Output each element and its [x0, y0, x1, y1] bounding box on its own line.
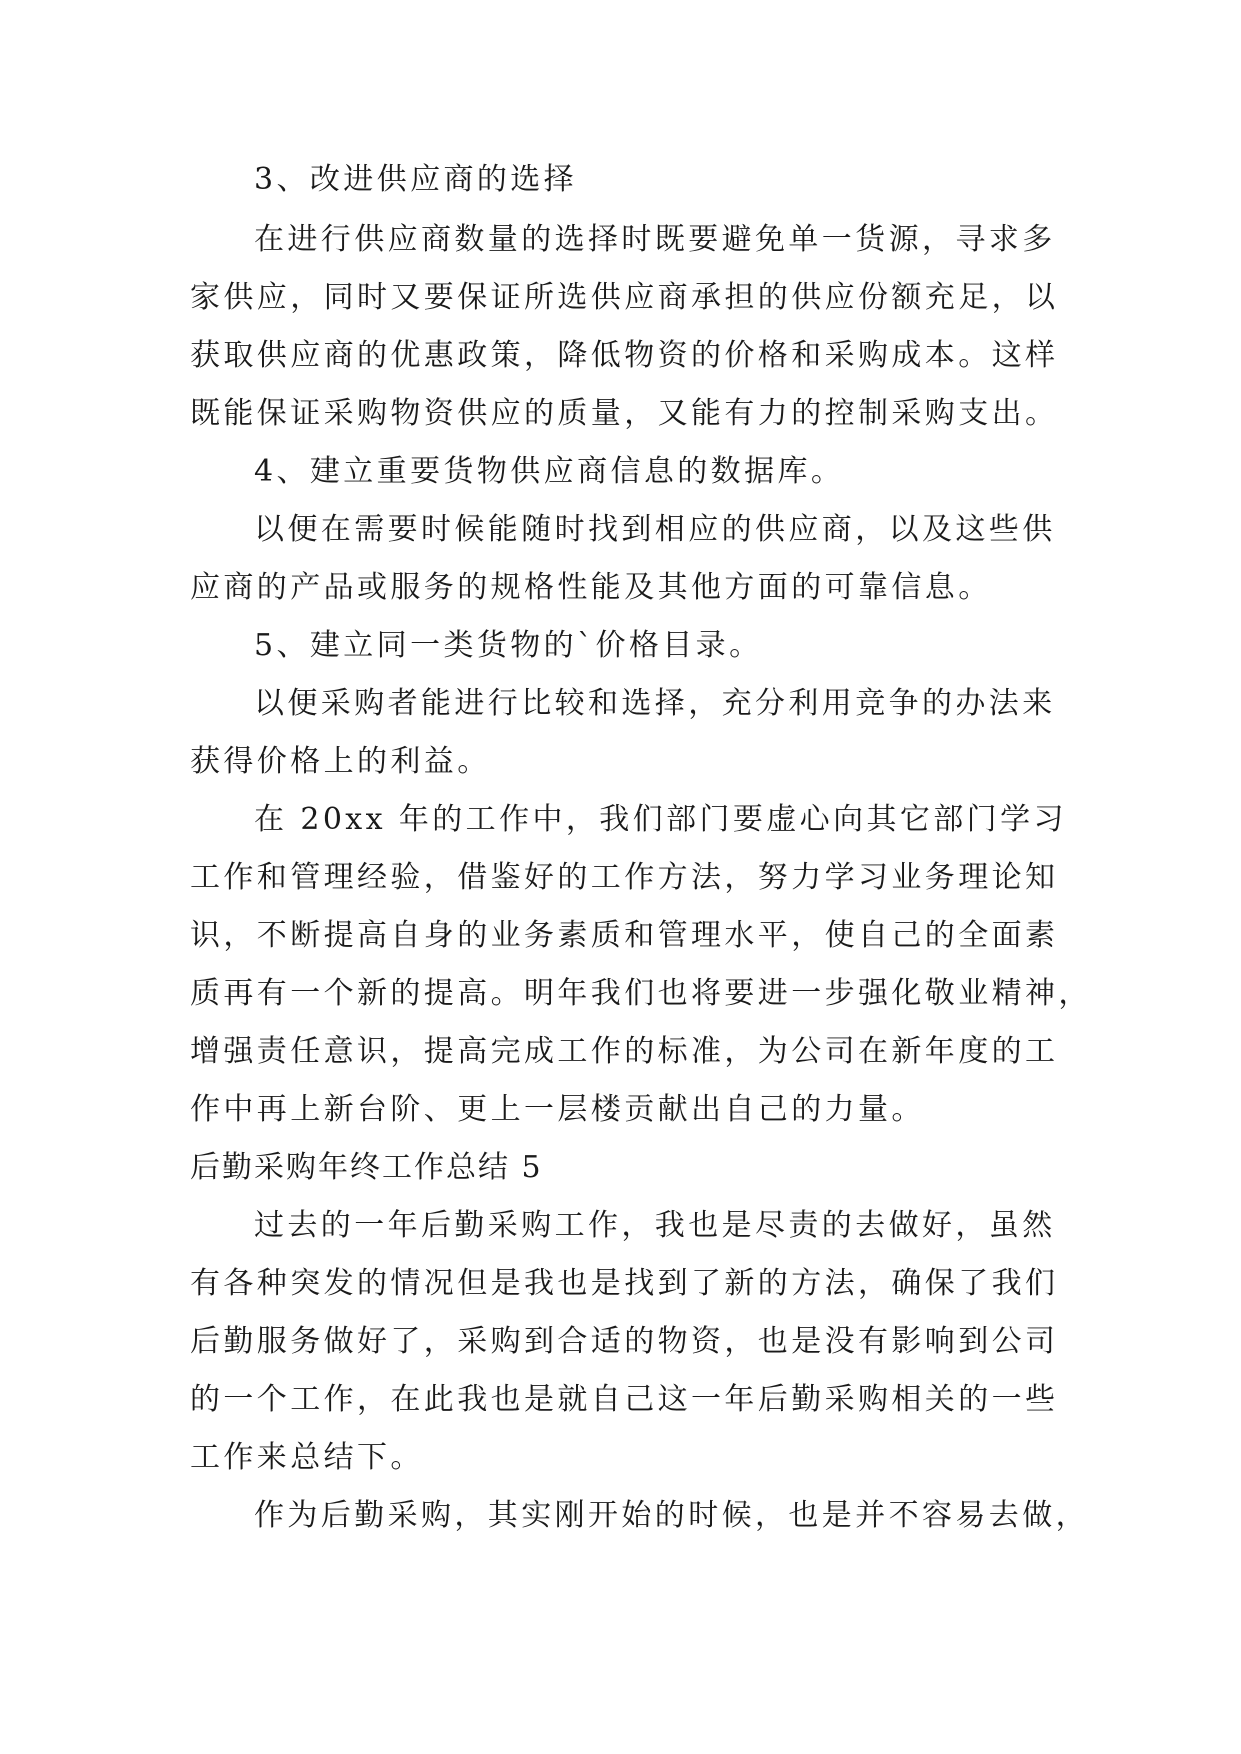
- section-heading-4: 4、建立重要货物供应商信息的数据库。: [254, 454, 845, 489]
- paragraph-line: 既能保证采购物资供应的质量，又能有力的控制采购支出。: [190, 396, 1059, 431]
- paragraph-line: 在 20xx 年的工作中，我们部门要虚心向其它部门学习: [254, 802, 1067, 837]
- paragraph-line: 质再有一个新的提高。明年我们也将要进一步强化敬业精神，: [190, 976, 1092, 1011]
- paragraph-line: 获得价格上的利益。: [190, 744, 491, 779]
- paragraph-line: 以便在需要时候能随时找到相应的供应商，以及这些供: [254, 512, 1056, 547]
- paragraph-line: 增强责任意识，提高完成工作的标准，为公司在新年度的工: [190, 1034, 1059, 1069]
- paragraph-line: 的一个工作，在此我也是就自己这一年后勤采购相关的一些: [190, 1382, 1059, 1417]
- paragraph-line: 作为后勤采购，其实刚开始的时候，也是并不容易去做，: [254, 1498, 1089, 1533]
- paragraph-line: 家供应，同时又要保证所选供应商承担的供应份额充足，以: [190, 280, 1059, 315]
- paragraph-line: 工作来总结下。: [190, 1440, 424, 1475]
- paragraph-line: 工作和管理经验，借鉴好的工作方法，努力学习业务理论知: [190, 860, 1059, 895]
- paragraph-line: 获取供应商的优惠政策，降低物资的价格和采购成本。这样: [190, 338, 1059, 373]
- paragraph-line: 识，不断提高自身的业务素质和管理水平，使自己的全面素: [190, 918, 1059, 953]
- paragraph-line: 在进行供应商数量的选择时既要避免单一货源，寻求多: [254, 222, 1056, 257]
- paragraph-line: 有各种突发的情况但是我也是找到了新的方法，确保了我们: [190, 1266, 1059, 1301]
- section-heading-3: 3、改进供应商的选择: [254, 162, 578, 197]
- paragraph-line: 作中再上新台阶、更上一层楼贡献出自己的力量。: [190, 1092, 925, 1127]
- paragraph-line: 应商的产品或服务的规格性能及其他方面的可靠信息。: [190, 570, 992, 605]
- paragraph-line: 以便采购者能进行比较和选择，充分利用竞争的办法来: [254, 686, 1056, 721]
- section-heading-5: 5、建立同一类货物的`价格目录。: [254, 628, 763, 663]
- paragraph-line: 过去的一年后勤采购工作，我也是尽责的去做好，虽然: [254, 1208, 1056, 1243]
- article-title: 后勤采购年终工作总结 5: [190, 1150, 543, 1185]
- paragraph-line: 后勤服务做好了，采购到合适的物资，也是没有影响到公司: [190, 1324, 1059, 1359]
